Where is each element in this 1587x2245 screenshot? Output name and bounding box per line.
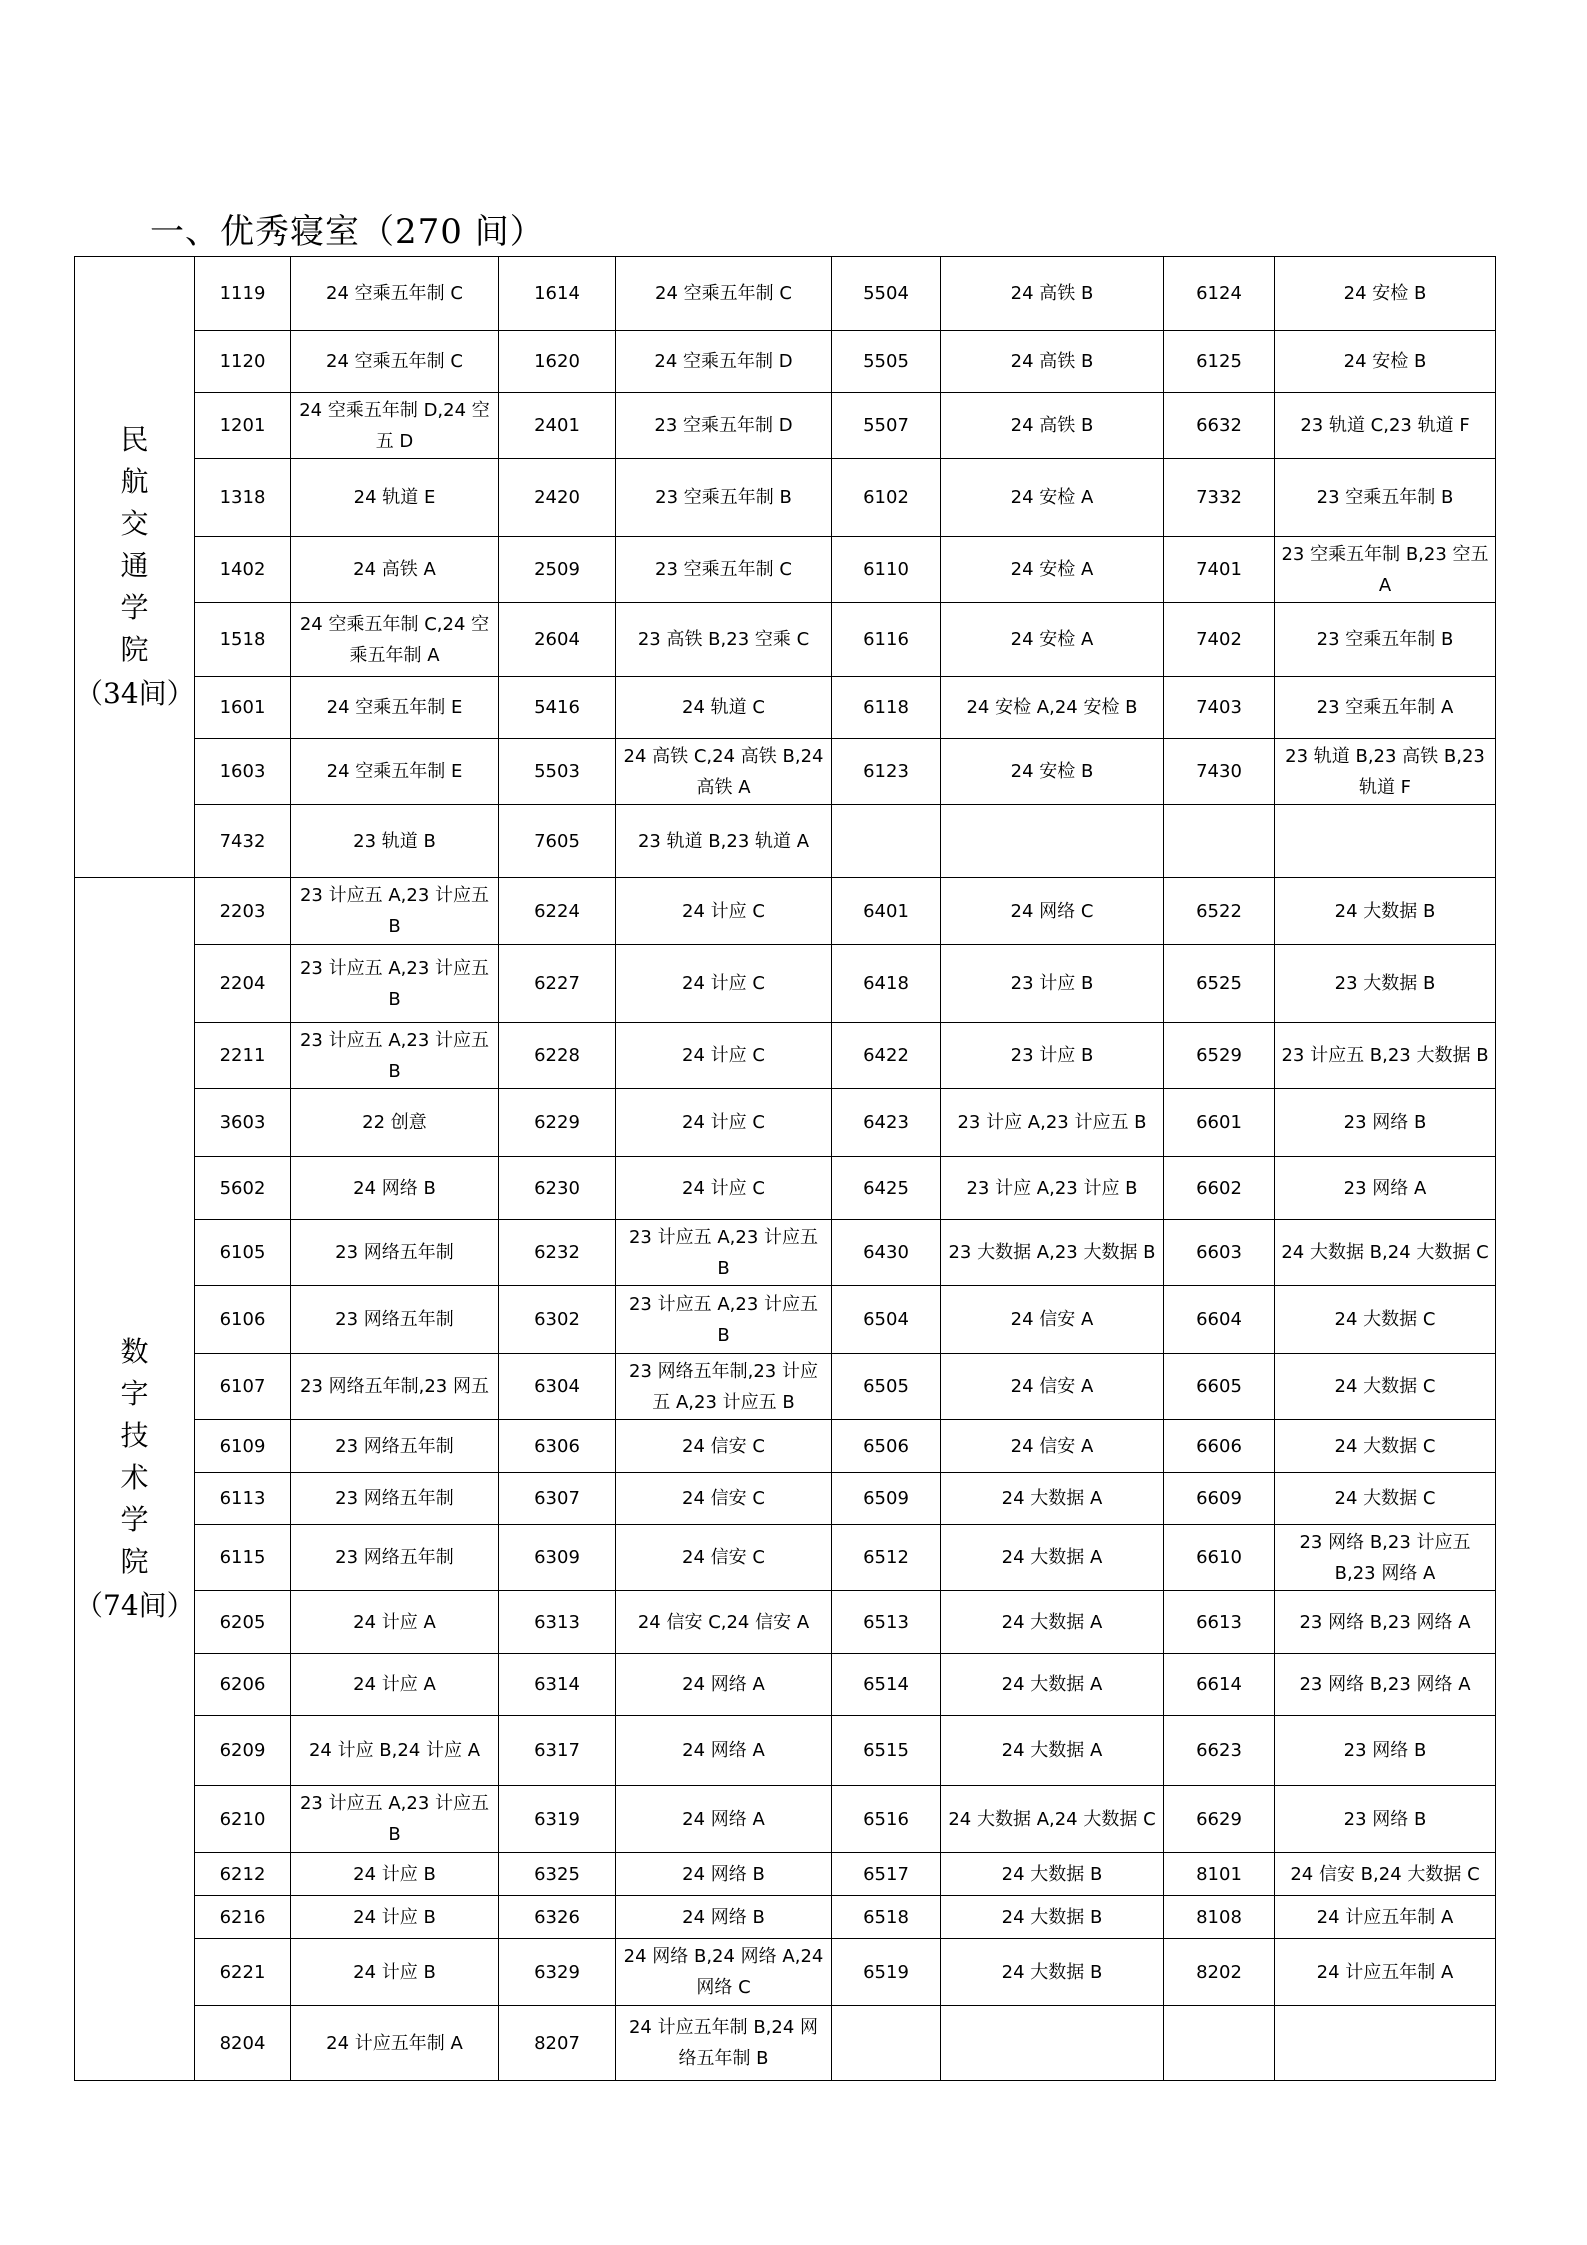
room-number: 6518 [832,1896,941,1939]
table-row [75,1939,1496,2006]
class-name: 23 轨道 B [291,805,499,878]
class-name: 23 大数据 A,23 大数据 B [941,1220,1164,1286]
table-row [75,1853,1496,1896]
room-number: 6610 [1164,1525,1275,1591]
room-number: 6209 [195,1716,291,1786]
room-number: 2604 [499,603,616,677]
class-name: 24 大数据 B [941,1896,1164,1939]
room-number: 6118 [832,677,941,739]
room-number: 6513 [832,1591,941,1654]
class-name: 24 计应 C [616,1089,832,1157]
room-number: 1119 [195,257,291,331]
room-number: 6525 [1164,945,1275,1023]
class-name: 24 轨道 E [291,459,499,537]
room-number: 6221 [195,1939,291,2006]
room-number: 6229 [499,1089,616,1157]
class-name: 23 网络 B,23 网络 A [1275,1654,1496,1716]
room-number: 6109 [195,1420,291,1473]
class-name: 24 安检 B [941,739,1164,805]
room-number: 6629 [1164,1786,1275,1853]
class-name: 23 轨道 B,23 轨道 A [616,805,832,878]
room-number: 6515 [832,1716,941,1786]
class-name: 24 网络 A [616,1786,832,1853]
class-name: 24 计应 C [616,1023,832,1089]
table-row [75,603,1496,677]
college-name: 民航交通学院 [120,423,149,666]
class-name: 23 计应五 A,23 计应五 B [291,878,499,945]
table-row [75,1896,1496,1939]
class-name: 24 空乘五年制 C [291,331,499,393]
room-number: 7403 [1164,677,1275,739]
class-name: 24 计应五年制 A [1275,1896,1496,1939]
room-number: 6522 [1164,878,1275,945]
room-number: 8108 [1164,1896,1275,1939]
room-number: 1603 [195,739,291,805]
room-number: 6602 [1164,1157,1275,1220]
class-name: 24 计应五年制 A [1275,1939,1496,2006]
room-number [832,2006,941,2081]
room-number: 6232 [499,1220,616,1286]
room-number: 6309 [499,1525,616,1591]
class-name: 22 创意 [291,1089,499,1157]
class-name: 23 网络五年制 [291,1220,499,1286]
class-name: 23 网络五年制 [291,1420,499,1473]
class-name: 24 大数据 C [1275,1286,1496,1354]
room-number: 6603 [1164,1220,1275,1286]
room-number: 6425 [832,1157,941,1220]
room-number: 6505 [832,1354,941,1420]
table-row [75,537,1496,603]
room-number: 7332 [1164,459,1275,537]
class-name: 24 计应 B [291,1853,499,1896]
room-number: 5602 [195,1157,291,1220]
room-number: 6205 [195,1591,291,1654]
table-row [75,1286,1496,1354]
class-name: 24 大数据 B,24 大数据 C [1275,1220,1496,1286]
class-name: 24 安检 A [941,537,1164,603]
class-name: 24 高铁 A [291,537,499,603]
room-number: 6326 [499,1896,616,1939]
table-row [75,1420,1496,1473]
dormitory-table-body [75,257,1496,2081]
class-name: 24 大数据 C [1275,1473,1496,1525]
room-number: 5507 [832,393,941,459]
college-cell [75,878,195,2081]
class-name: 24 信安 A [941,1286,1164,1354]
table-row [75,1157,1496,1220]
class-name: 24 信安 A [941,1420,1164,1473]
room-number: 6605 [1164,1354,1275,1420]
class-name: 23 空乘五年制 B [1275,459,1496,537]
class-name: 24 计应 C [616,878,832,945]
class-name: 23 计应五 B,23 大数据 B [1275,1023,1496,1089]
class-name: 24 高铁 B [941,257,1164,331]
class-name: 24 计应 A [291,1654,499,1716]
room-number: 8207 [499,2006,616,2081]
table-row [75,1525,1496,1591]
class-name: 23 网络五年制,23 网五 [291,1354,499,1420]
table-row [75,1089,1496,1157]
room-number: 6509 [832,1473,941,1525]
room-number: 6206 [195,1654,291,1716]
room-number: 5503 [499,739,616,805]
class-name: 24 高铁 B [941,331,1164,393]
college-name: 数字技术学院 [120,1335,149,1578]
class-name: 23 空乘五年制 D [616,393,832,459]
class-name: 23 网络 A [1275,1157,1496,1220]
class-name: 24 信安 C [616,1420,832,1473]
class-name: 24 计应五年制 B,24 网络五年制 B [616,2006,832,2081]
class-name: 23 计应 A,23 计应 B [941,1157,1164,1220]
room-number: 6606 [1164,1420,1275,1473]
class-name: 24 轨道 C [616,677,832,739]
class-name: 24 信安 C [616,1525,832,1591]
class-name: 23 网络 B,23 网络 A [1275,1591,1496,1654]
class-name: 24 安检 A [941,459,1164,537]
college-count: （34间） [75,677,195,710]
class-name: 24 安检 A,24 安检 B [941,677,1164,739]
room-number: 6212 [195,1853,291,1896]
room-number: 6529 [1164,1023,1275,1089]
class-name: 24 大数据 A [941,1716,1164,1786]
room-number: 8202 [1164,1939,1275,2006]
class-name: 23 计应 B [941,1023,1164,1089]
room-number: 7401 [1164,537,1275,603]
class-name: 23 网络五年制 [291,1473,499,1525]
class-name: 24 空乘五年制 C,24 空乘五年制 A [291,603,499,677]
table-row [75,878,1496,945]
class-name: 24 高铁 B [941,393,1164,459]
room-number: 8101 [1164,1853,1275,1896]
table-row [75,2006,1496,2081]
class-name: 24 大数据 A [941,1525,1164,1591]
class-name: 24 空乘五年制 D,24 空五 D [291,393,499,459]
room-number: 6110 [832,537,941,603]
room-number: 5504 [832,257,941,331]
room-number: 2204 [195,945,291,1023]
class-name: 24 网络 A [616,1654,832,1716]
room-number: 6224 [499,878,616,945]
room-number: 7605 [499,805,616,878]
room-number: 6228 [499,1023,616,1089]
class-name: 23 大数据 B [1275,945,1496,1023]
class-name: 24 大数据 A,24 大数据 C [941,1786,1164,1853]
room-number [832,805,941,878]
room-number: 1518 [195,603,291,677]
room-number: 6329 [499,1939,616,2006]
room-number [1164,805,1275,878]
class-name: 24 空乘五年制 C [291,257,499,331]
class-name: 23 计应五 A,23 计应五 B [616,1286,832,1354]
class-name: 23 计应五 A,23 计应五 B [291,1023,499,1089]
room-number: 6422 [832,1023,941,1089]
class-name: 24 网络 B [291,1157,499,1220]
class-name [941,2006,1164,2081]
room-number: 2211 [195,1023,291,1089]
class-name: 24 大数据 A [941,1654,1164,1716]
room-number: 6604 [1164,1286,1275,1354]
class-name: 23 网络 B,23 计应五 B,23 网络 A [1275,1525,1496,1591]
class-name: 24 大数据 B [941,1853,1164,1896]
class-name: 24 信安 B,24 大数据 C [1275,1853,1496,1896]
room-number: 6115 [195,1525,291,1591]
table-row [75,1354,1496,1420]
page-title: 一、优秀寝室（270 间） [150,212,545,252]
room-number: 6306 [499,1420,616,1473]
room-number: 6418 [832,945,941,1023]
room-number: 6517 [832,1853,941,1896]
class-name: 23 空乘五年制 C [616,537,832,603]
room-number: 6319 [499,1786,616,1853]
table-row [75,393,1496,459]
table-row [75,945,1496,1023]
room-number: 6102 [832,459,941,537]
room-number: 6105 [195,1220,291,1286]
class-name: 24 网络 B [616,1853,832,1896]
class-name: 24 计应 C [616,1157,832,1220]
room-number: 3603 [195,1089,291,1157]
class-name: 23 空乘五年制 B,23 空五 A [1275,537,1496,603]
table-row [75,1654,1496,1716]
class-name: 24 计应 C [616,945,832,1023]
table-row [75,1473,1496,1525]
class-name: 24 空乘五年制 C [616,257,832,331]
class-name [1275,805,1496,878]
room-number: 6325 [499,1853,616,1896]
class-name: 24 大数据 B [1275,878,1496,945]
class-name: 23 计应 A,23 计应五 B [941,1089,1164,1157]
class-name: 24 安检 B [1275,331,1496,393]
room-number: 6123 [832,739,941,805]
room-number: 6230 [499,1157,616,1220]
room-number: 6304 [499,1354,616,1420]
room-number [1164,2006,1275,2081]
room-number: 6609 [1164,1473,1275,1525]
class-name: 24 大数据 A [941,1473,1164,1525]
room-number: 7430 [1164,739,1275,805]
room-number: 6125 [1164,331,1275,393]
table-row [75,677,1496,739]
class-name: 24 安检 B [1275,257,1496,331]
class-name: 23 网络五年制 [291,1286,499,1354]
class-name: 24 信安 C [616,1473,832,1525]
class-name: 23 网络 B [1275,1786,1496,1853]
room-number: 5505 [832,331,941,393]
class-name: 24 安检 A [941,603,1164,677]
room-number: 1318 [195,459,291,537]
table-row [75,1023,1496,1089]
table-row [75,1786,1496,1853]
room-number: 1402 [195,537,291,603]
room-number: 6302 [499,1286,616,1354]
class-name: 23 网络五年制,23 计应五 A,23 计应五 B [616,1354,832,1420]
table-row [75,1716,1496,1786]
class-name: 24 空乘五年制 E [291,739,499,805]
class-name: 24 信安 A [941,1354,1164,1420]
class-name: 24 空乘五年制 E [291,677,499,739]
class-name: 23 网络五年制 [291,1525,499,1591]
room-number: 6623 [1164,1716,1275,1786]
room-number: 6401 [832,878,941,945]
class-name: 24 网络 C [941,878,1164,945]
room-number: 1201 [195,393,291,459]
class-name: 24 大数据 A [941,1591,1164,1654]
room-number: 6516 [832,1786,941,1853]
class-name: 24 计应 B [291,1939,499,2006]
table-row [75,1591,1496,1654]
class-name: 24 网络 B,24 网络 A,24 网络 C [616,1939,832,2006]
room-number: 2420 [499,459,616,537]
room-number: 6423 [832,1089,941,1157]
room-number: 6227 [499,945,616,1023]
class-name: 23 网络 B [1275,1089,1496,1157]
room-number: 6519 [832,1939,941,2006]
class-name: 24 网络 A [616,1716,832,1786]
room-number: 1601 [195,677,291,739]
class-name: 24 计应 B [291,1896,499,1939]
room-number: 2401 [499,393,616,459]
class-name: 23 计应五 A,23 计应五 B [291,1786,499,1853]
class-name: 24 计应五年制 A [291,2006,499,2081]
room-number: 2203 [195,878,291,945]
class-name: 23 轨道 C,23 轨道 F [1275,393,1496,459]
class-name: 24 大数据 B [941,1939,1164,2006]
room-number: 6614 [1164,1654,1275,1716]
room-number: 6632 [1164,393,1275,459]
college-count: （74间） [75,1589,195,1622]
class-name: 23 高铁 B,23 空乘 C [616,603,832,677]
room-number: 6514 [832,1654,941,1716]
class-name: 24 计应 B,24 计应 A [291,1716,499,1786]
room-number: 2509 [499,537,616,603]
class-name [941,805,1164,878]
class-name: 24 信安 C,24 信安 A [616,1591,832,1654]
room-number: 6430 [832,1220,941,1286]
table-row [75,805,1496,878]
room-number: 7432 [195,805,291,878]
table-row [75,331,1496,393]
class-name: 23 空乘五年制 B [616,459,832,537]
room-number: 6116 [832,603,941,677]
room-number: 6512 [832,1525,941,1591]
room-number: 7402 [1164,603,1275,677]
class-name: 23 空乘五年制 A [1275,677,1496,739]
table-row [75,459,1496,537]
room-number: 6210 [195,1786,291,1853]
class-name: 24 大数据 C [1275,1420,1496,1473]
class-name: 23 轨道 B,23 高铁 B,23 轨道 F [1275,739,1496,805]
class-name: 24 空乘五年制 D [616,331,832,393]
room-number: 6313 [499,1591,616,1654]
table-row [75,739,1496,805]
class-name: 23 计应 B [941,945,1164,1023]
room-number: 6307 [499,1473,616,1525]
room-number: 6113 [195,1473,291,1525]
class-name: 23 空乘五年制 B [1275,603,1496,677]
dormitory-table [74,256,1496,2081]
table-row [75,1220,1496,1286]
class-name [1275,2006,1496,2081]
room-number: 1120 [195,331,291,393]
room-number: 6124 [1164,257,1275,331]
room-number: 1614 [499,257,616,331]
room-number: 8204 [195,2006,291,2081]
room-number: 6107 [195,1354,291,1420]
room-number: 6314 [499,1654,616,1716]
room-number: 6504 [832,1286,941,1354]
table-row [75,257,1496,331]
class-name: 24 网络 B [616,1896,832,1939]
college-cell [75,257,195,878]
room-number: 6601 [1164,1089,1275,1157]
class-name: 24 大数据 C [1275,1354,1496,1420]
room-number: 1620 [499,331,616,393]
class-name: 23 计应五 A,23 计应五 B [291,945,499,1023]
class-name: 24 高铁 C,24 高铁 B,24 高铁 A [616,739,832,805]
class-name: 23 计应五 A,23 计应五 B [616,1220,832,1286]
class-name: 23 网络 B [1275,1716,1496,1786]
room-number: 6506 [832,1420,941,1473]
room-number: 6106 [195,1286,291,1354]
room-number: 6216 [195,1896,291,1939]
class-name: 24 计应 A [291,1591,499,1654]
room-number: 5416 [499,677,616,739]
room-number: 6317 [499,1716,616,1786]
room-number: 6613 [1164,1591,1275,1654]
